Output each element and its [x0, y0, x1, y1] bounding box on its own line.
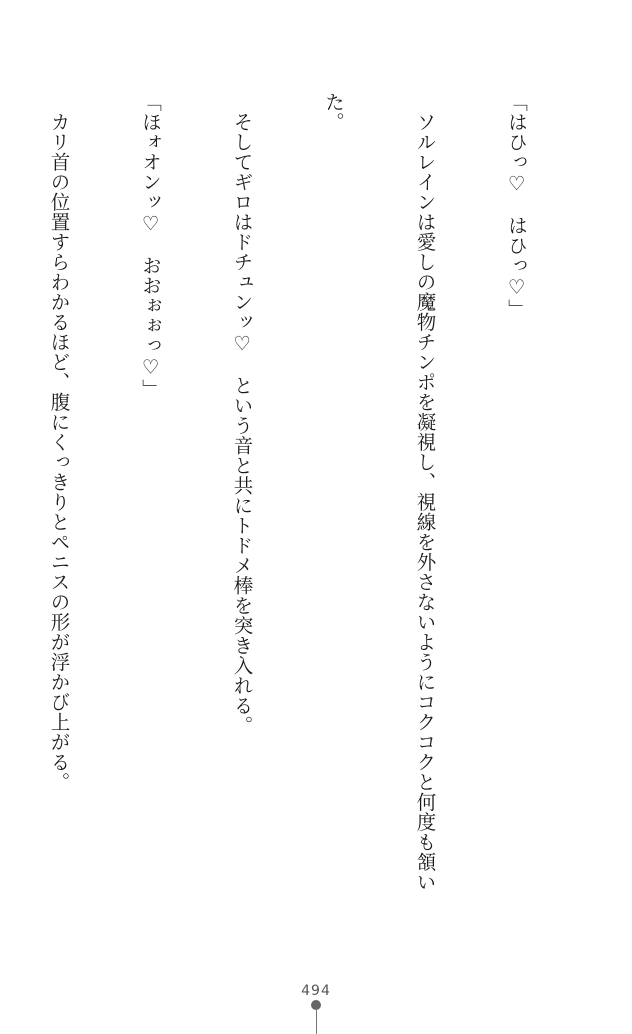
text-line: ソルレインは愛しの魔物チンポを凝視し、視線を外さないようにコクコクと何度も頷い [413, 92, 437, 892]
vertical-text-body [32, 92, 592, 932]
text-line: た。 [322, 92, 345, 132]
text-line: 「ほォオンッ♡ おおぉぉっ♡」 [139, 92, 162, 399]
page-number: 494 [301, 983, 331, 999]
text-line: 「はひっ♡ はひっ♡」 [505, 92, 528, 319]
text-line: そしてギロはドチュンッ♡ という音と共にトドメ棒を突き入れる。 [230, 92, 254, 736]
page-marker-line [316, 1008, 317, 1034]
text-line: カリ首の位置すらわかるほど、腹にくっきりとペニスの形が浮かび上がる。 [47, 92, 71, 792]
